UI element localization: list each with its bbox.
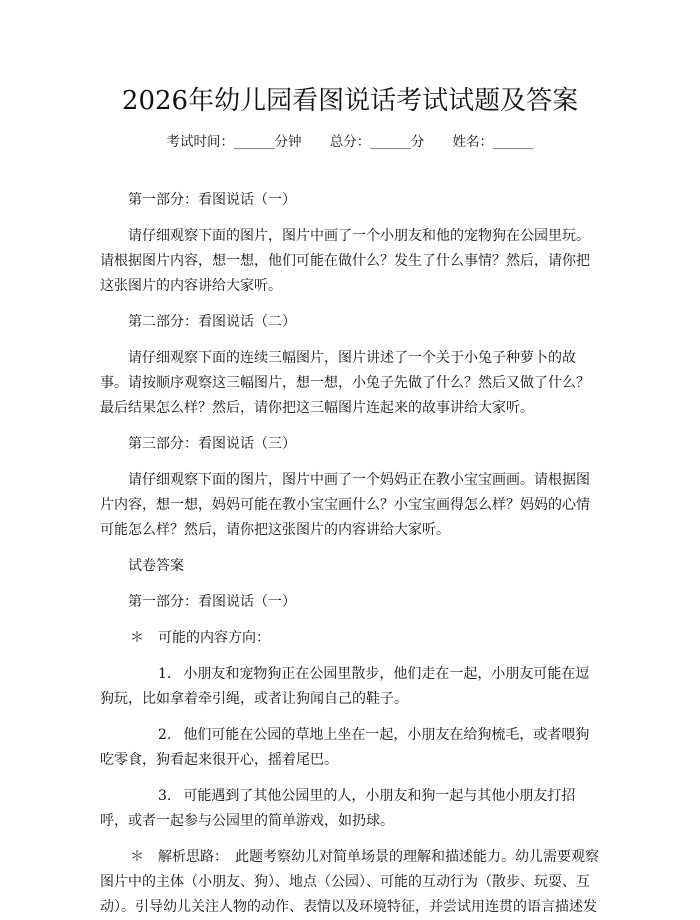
answers-part-heading: 第一部分：看图说话（一）: [128, 594, 296, 610]
list-text: 他们可能在公园的草地上坐在一起，小朋友在给狗梳毛，或者喂狗吃零食，狗看起来很开心，摇着尾巴。: [100, 727, 590, 768]
section-text: 请仔细观察下面的图片，图片中画了一个小朋友和他的宠物狗在公园里玩。请根据图片内容，想一想，他们可能在做什么？发生了什么事情？然后，请你把这张图片的内容讲给大家听。: [100, 228, 590, 294]
directions-label: 可能的内容方向：: [158, 630, 270, 646]
analysis-text: 解析思路： 此题考察幼儿对简单场景的理解和描述能力。幼儿需要观察图片中的主体（小朋友、狗）、地点（公园）、可能的互动行为（散步、玩耍、互动）。引导幼儿关注人物的动作、表情以及环境特征，并尝试用连贯的语言描述发: [100, 849, 599, 915]
exam-name: 姓名：______: [452, 134, 534, 150]
exam-score: 总分：______分: [329, 134, 425, 150]
page-title: 2026年幼儿园看图说话考试试题及答案: [121, 86, 579, 116]
analysis-paragraph: [100, 845, 600, 920]
list-number: 2.: [158, 727, 172, 743]
list-item: [100, 662, 600, 712]
list-item: [100, 723, 600, 773]
list-text: 可能遇到了其他公园里的人，小朋友和狗一起与其他小朋友打招呼，或者一起参与公园里的简单游戏，如扔球。: [100, 788, 576, 829]
document-body: [100, 188, 600, 920]
section-heading: 第二部分：看图说话（二）: [128, 314, 296, 330]
bullet-star: ＊: [130, 849, 144, 865]
section-text: 请仔细观察下面的连续三幅图片，图片讲述了一个关于小兔子种萝卜的故事。请按顺序观察这三幅图片，想一想，小兔子先做了什么？然后又做了什么？最后结果怎么样？然后，请你把这三幅图片连起来的故事讲给大家听。: [100, 350, 590, 416]
bullet-star: ＊: [130, 630, 144, 646]
list-item: [100, 784, 600, 834]
bullet-item: [100, 626, 600, 651]
answers-heading: 试卷答案: [128, 558, 184, 574]
list-number: 1.: [158, 666, 172, 682]
list-number: 3.: [158, 788, 172, 804]
section-text: 请仔细观察下面的图片，图片中画了一个妈妈正在教小宝宝画画。请根据图片内容，想一想，妈妈可能在教小宝宝画什么？小宝宝画得怎么样？妈妈的心情可能怎么样？然后，请你把这张图片的内容讲给大家听。: [100, 472, 590, 538]
section-heading: 第一部分：看图说话（一）: [128, 192, 296, 208]
exam-time: 考试时间：______分钟: [166, 134, 302, 150]
section-heading: 第三部分：看图说话（三）: [128, 436, 296, 452]
list-text: 小朋友和宠物狗正在公园里散步，他们走在一起，小朋友可能在逗狗玩，比如拿着牵引绳，或者让狗闻自己的鞋子。: [100, 666, 590, 707]
exam-meta: [0, 132, 700, 152]
